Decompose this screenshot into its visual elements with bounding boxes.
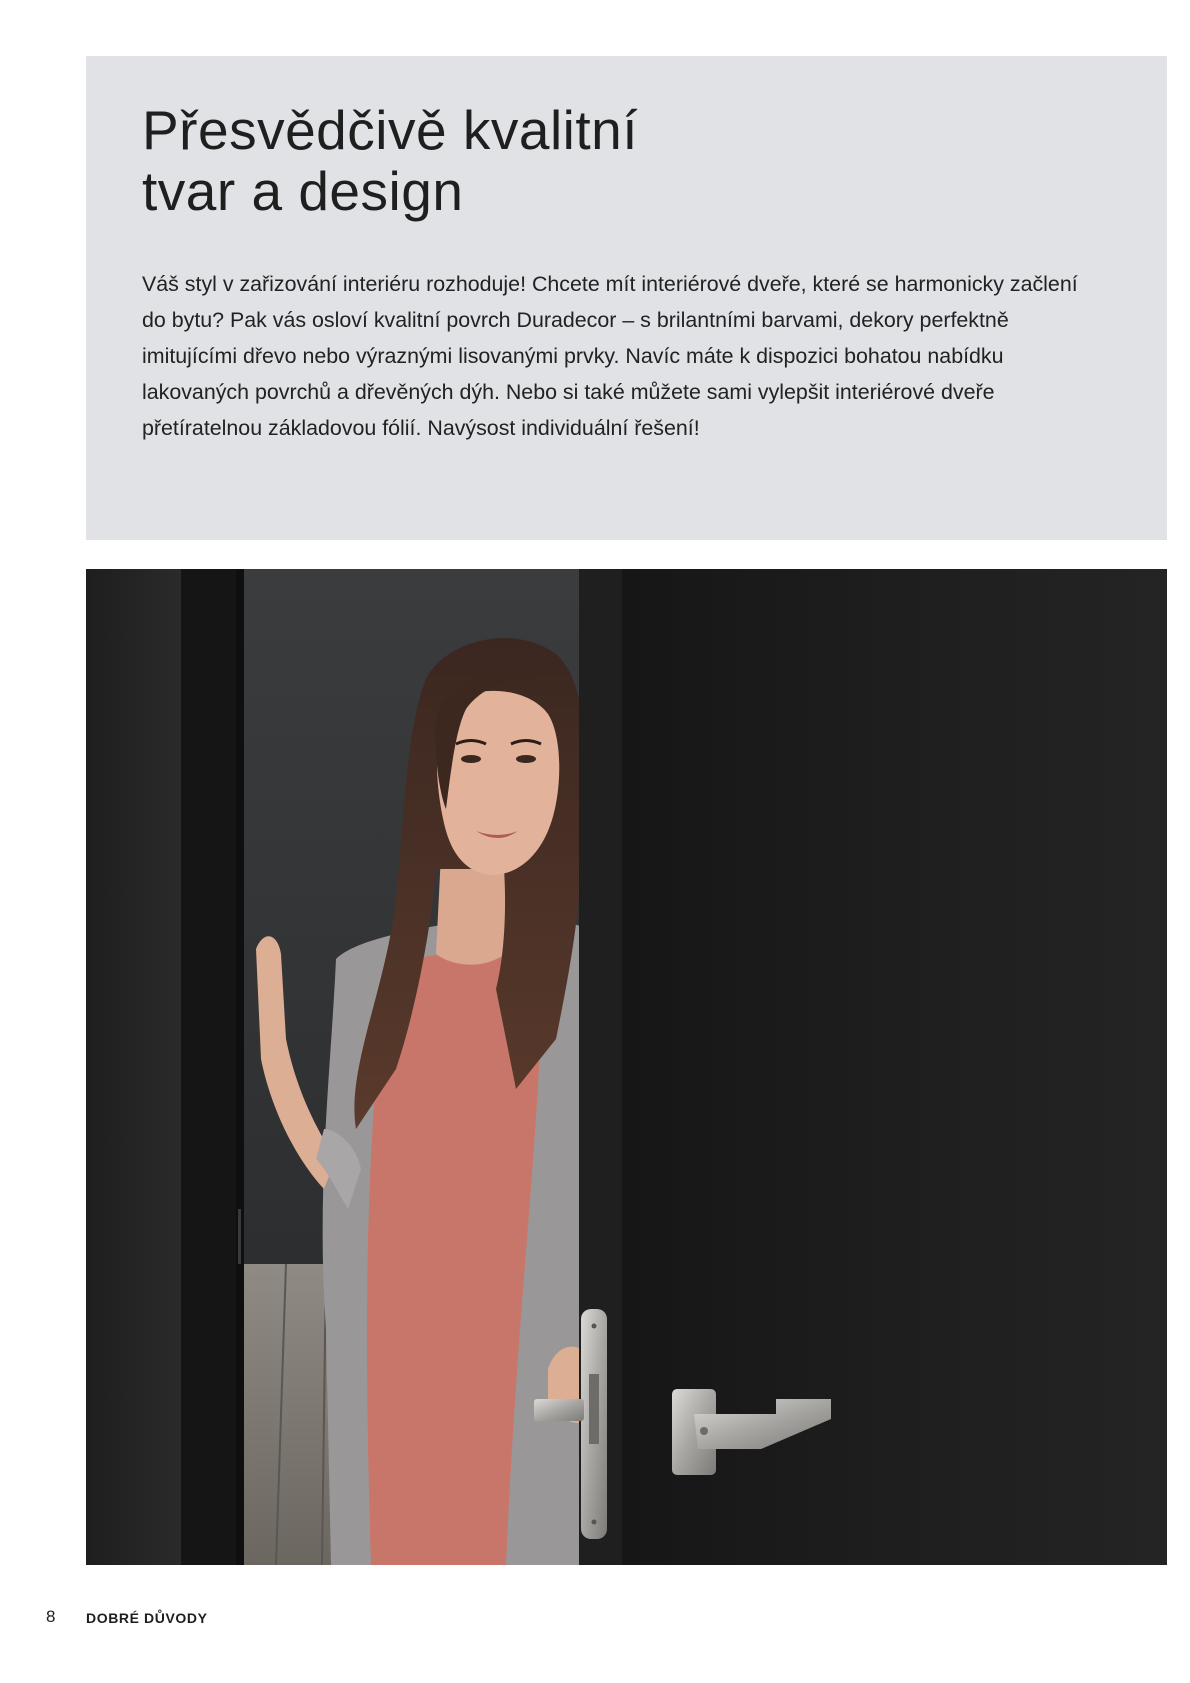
intro-paragraph: Váš styl v zařizování interiéru rozhoduje! Chcete mít interiérové dveře, které se harmonicky začlení do bytu? Pak vás osloví kvalitní povrch Duradecor – s brilantními barvami, dekory perfektně imitujícími dřevo nebo výraznými lisovanými prvky. Navíc máte k dispozici bohatou nabídku lakovaných povrchů a dřevěných dýh. Nebo si také můžete sami vylepšit interiérové dveře přetíratelnou základovou fólií. Navýsost individuální řešení!	[142, 272, 1078, 440]
page-number: 8	[46, 1607, 56, 1626]
intro-panel	[86, 56, 1167, 540]
headline-line-2: tvar a design	[142, 160, 464, 222]
section-label: DOBRÉ DŮVODY	[86, 1610, 208, 1626]
headline-line-1: Přesvědčivě kvalitní	[142, 99, 639, 161]
door-photo	[86, 569, 1167, 1565]
page-headline	[142, 100, 638, 222]
